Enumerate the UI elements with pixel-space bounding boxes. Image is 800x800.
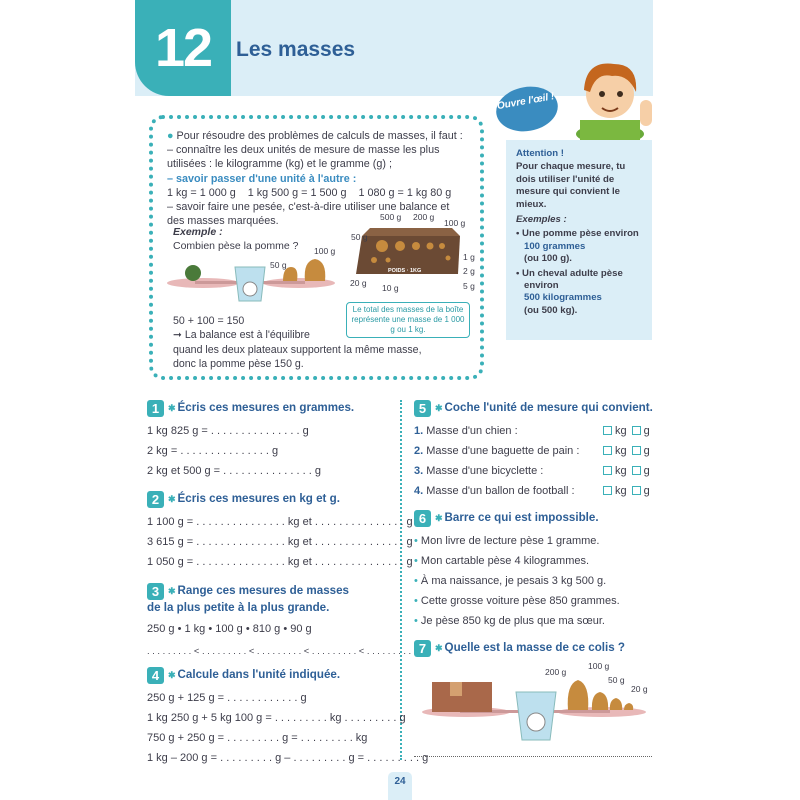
exercise-number: 6 [414, 510, 431, 527]
attention-text: Pour chaque mesure, tu dois utiliser l'unité de mesure qui convient le mieux. [516, 161, 626, 210]
chapter-number: 12 [135, 0, 231, 96]
box-label-20: 20 g [350, 278, 367, 288]
box-label-poids: POIDS · 1KG [388, 268, 422, 274]
parcel-weight-label: 100 g [588, 661, 610, 671]
answer-line[interactable]: 1 kg – 200 g = . . . . . . . . . g – . . . . . . . . . g = . . . . . . . . . g [147, 752, 429, 764]
exercise-title: Coche l'unité de mesure qui convient. [444, 401, 653, 414]
statement-item[interactable]: • À ma naissance, je pesais 3 kg 500 g. [414, 575, 607, 587]
example-conclusion-2: quand les deux plateaux supportent la même masse, [173, 343, 422, 356]
checkbox-g[interactable] [632, 446, 641, 455]
example-label: Exemple : [173, 226, 223, 238]
checkbox-kg[interactable] [603, 446, 612, 455]
boy-illustration [568, 56, 658, 140]
rule-conversions: 1 kg = 1 000 g 1 kg 500 g = 1 500 g 1 080 g = 1 kg 80 g [167, 186, 452, 199]
exercise-5 [414, 400, 659, 501]
exercise-2 [147, 491, 413, 572]
rule-intro: ● Pour résoudre des problèmes de calculs de masses, il faut : [167, 130, 463, 142]
exercise-title: Écris ces mesures en kg et g. [177, 492, 340, 505]
statement-item[interactable]: • Je pèse 850 kg de plus que ma sœur. [414, 615, 605, 627]
weight-label-50: 50 g [270, 260, 287, 270]
tip-bubble: Ouvre l'œil ! [493, 82, 562, 136]
answer-line[interactable]: 3 615 g = . . . . . . . . . . . . . . . kg et . . . . . . . . . . . . . . . g [147, 536, 413, 548]
attention-box [506, 140, 652, 340]
checkbox-row: 4. Masse d'un ballon de football : kg g [414, 485, 650, 497]
values-to-sort: 250 g • 1 kg • 100 g • 810 g • 90 g [147, 623, 312, 635]
parcel-scale-illustration [420, 662, 656, 742]
example-answer [173, 314, 422, 372]
box-label-10: 10 g [382, 283, 399, 293]
weight-box-illustration [354, 226, 466, 284]
checkbox-g[interactable] [632, 426, 641, 435]
star-icon: ✱ [435, 403, 443, 413]
statement-item[interactable]: • Mon cartable pèse 4 kilogrammes. [414, 555, 590, 567]
exercise-number: 2 [147, 491, 164, 508]
exercise-title: Range ces mesures de masses [177, 584, 349, 597]
attention-title: Attention ! [516, 148, 564, 159]
exercise-title: Calcule dans l'unité indiquée. [177, 668, 341, 681]
examples-label: Exemples : [516, 214, 567, 226]
exercise-number: 4 [147, 667, 164, 684]
example-calc: 50 + 100 = 150 [173, 315, 245, 327]
rule-line: – connaître les deux unités de mesure de masse les plus [167, 144, 440, 157]
answer-line[interactable]: 2 kg et 500 g = . . . . . . . . . . . . . . . g [147, 465, 321, 477]
box-label-100: 100 g [444, 218, 466, 228]
checkbox-kg[interactable] [603, 426, 612, 435]
answer-line[interactable]: 1 050 g = . . . . . . . . . . . . . . . kg et . . . . . . . . . . . . . . . g [147, 556, 413, 568]
checkbox-row: 3. Masse d'une bicyclette : kg g [414, 465, 650, 477]
box-caption: Le total des masses de la boîte représente une masse de 1 000 g ou 1 kg. [346, 302, 470, 338]
parcel-weight-label: 50 g [608, 675, 625, 685]
answer-line[interactable]: 1 kg 825 g = . . . . . . . . . . . . . . . g [147, 425, 309, 437]
exercise-number: 1 [147, 400, 164, 417]
side-example-2: • Un cheval adulte pèse environ 500 kilogrammes (ou 500 kg). [516, 267, 623, 316]
exercise-4 [147, 667, 429, 768]
page-number: 24 [388, 772, 412, 800]
rule-line: – savoir passer d'une unité à l'autre : [167, 172, 357, 185]
checkbox-kg[interactable] [603, 486, 612, 495]
star-icon: ✱ [168, 403, 176, 413]
box-label-2: 2 g [463, 266, 475, 276]
exercise-3 [147, 583, 412, 661]
answer-line[interactable]: 750 g + 250 g = . . . . . . . . . g = . . . . . . . . . kg [147, 732, 368, 744]
answer-line[interactable]: 250 g + 125 g = . . . . . . . . . . . . g [147, 692, 307, 704]
exercise-number: 3 [147, 583, 164, 600]
parcel-weight-label: 20 g [631, 684, 648, 694]
statement-item[interactable]: • Cette grosse voiture pèse 850 grammes. [414, 595, 620, 607]
parcel-weight-label: 200 g [545, 667, 567, 677]
checkbox-kg[interactable] [603, 466, 612, 475]
answer-line[interactable] [414, 756, 652, 757]
checkbox-g[interactable] [632, 466, 641, 475]
exercise-1 [147, 400, 392, 481]
rule-line: des masses marquées. [167, 215, 279, 228]
box-label-5: 5 g [463, 281, 475, 291]
exercise-title: Quelle est la masse de ce colis ? [444, 641, 625, 654]
box-label-500: 500 g [380, 212, 402, 222]
example-question: Combien pèse la pomme ? [173, 240, 299, 252]
box-label-1: 1 g [463, 252, 475, 262]
exercise-number: 7 [414, 640, 431, 657]
answer-line[interactable]: 1 100 g = . . . . . . . . . . . . . . . kg et . . . . . . . . . . . . . . . g [147, 516, 413, 528]
rule-line: utilisées : le kilogramme (kg) et le gramme (g) ; [167, 158, 393, 171]
star-icon: ✱ [168, 586, 176, 596]
checkbox-g[interactable] [632, 486, 641, 495]
statement-item[interactable]: • Mon livre de lecture pèse 1 gramme. [414, 535, 600, 547]
page-title: Les masses [236, 38, 356, 61]
exercise-title-2: de la plus petite à la plus grande. [147, 601, 330, 614]
box-label-200: 200 g [413, 212, 435, 222]
exercise-title: Barre ce qui est impossible. [444, 511, 599, 524]
example-conclusion-3: donc la pomme pèse 150 g. [173, 358, 304, 371]
side-example-1: • Une pomme pèse environ 100 grammes (ou 100 g). [516, 228, 639, 265]
example-conclusion-1: ➞ La balance est à l'équilibre [173, 329, 310, 342]
exercise-7 [414, 640, 659, 657]
star-icon: ✱ [168, 670, 176, 680]
answer-line[interactable]: 1 kg 250 g + 5 kg 100 g = . . . . . . . . . kg . . . . . . . . . g [147, 712, 406, 724]
star-icon: ✱ [435, 643, 443, 653]
exercise-number: 5 [414, 400, 431, 417]
star-icon: ✱ [435, 513, 443, 523]
answer-line[interactable]: . . . . . . . . . < . . . . . . . . . < . . . . . . . . . < . . . . . . . . . < . . . . . . . . . [147, 645, 412, 656]
column-divider [400, 400, 402, 760]
exercise-title: Écris ces mesures en grammes. [177, 401, 355, 414]
balance-scale-illustration [165, 255, 345, 305]
box-label-50: 50 g [351, 232, 368, 242]
checkbox-row: 2. Masse d'une baguette de pain : kg g [414, 445, 650, 457]
exercise-6 [414, 510, 659, 631]
weight-label-100: 100 g [314, 246, 336, 256]
answer-line[interactable]: 2 kg = . . . . . . . . . . . . . . . g [147, 445, 279, 457]
checkbox-row: 1. Masse d'un chien : kg g [414, 425, 650, 437]
rule-line: – savoir faire une pesée, c'est-à-dire utiliser une balance et [167, 201, 450, 214]
star-icon: ✱ [168, 494, 176, 504]
